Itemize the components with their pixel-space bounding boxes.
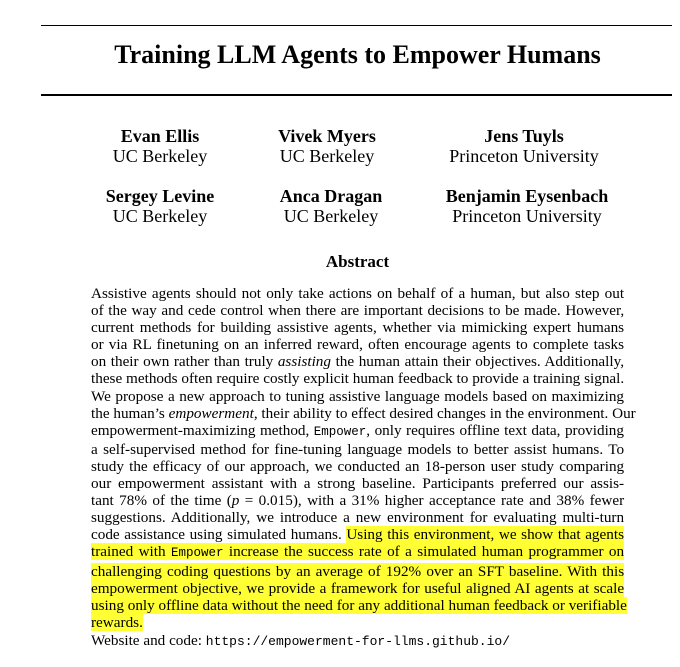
- abstract-line: a self-supervised method for fine-tuning language models to better assist humans. To: [91, 440, 625, 458]
- abstract-line: of the way and cede control when there are important decisions to be made. However,: [91, 302, 625, 320]
- paper-title: Training LLM Agents to Empower Humans: [114, 40, 601, 69]
- author-affiliation: Princeton University: [449, 146, 599, 166]
- abstract-line: Assistive agents should not only take actions on behalf of a human, but also step out: [91, 285, 625, 302]
- author-block: [60, 186, 260, 226]
- abstract-line: challenging coding questions by an average of 192% over an SFT baseline. With this: [91, 562, 625, 580]
- abstract-line: empowerment-maximizing method, Empower, only requires offline text data, providing: [91, 421, 624, 439]
- abstract-line: tant 78% of the time (p = 0.015), with a 31% higher acceptance rate and 38% fewer: [91, 492, 625, 510]
- bottom-rule: [41, 94, 672, 96]
- abstract-line: empowerment objective, we provide a framework for useful aligned AI agents at scale: [91, 579, 625, 597]
- author-block: [427, 186, 627, 226]
- abstract-line: or via RL finetuning on an inferred reward, often encourage agents to complete tasks: [91, 336, 624, 354]
- website-link[interactable]: https://empowerment-for-llms.github.io/: [205, 634, 511, 649]
- author-name: Anca Dragan: [279, 186, 383, 206]
- abstract-line: rewards.: [91, 613, 143, 631]
- author-name: Benjamin Eysenbach: [445, 186, 609, 206]
- abstract-body: [91, 285, 636, 631]
- abstract-line: the human’s empowerment, their ability to effect desired changes in the environment. Our: [91, 404, 636, 422]
- author-name: Sergey Levine: [105, 186, 215, 206]
- abstract-line: code assistance using simulated humans. Using this environment, we show that agents: [91, 526, 624, 544]
- author-block: [231, 186, 431, 226]
- top-rule: [41, 25, 672, 26]
- abstract-line: using only offline data without the need for any additional human feedback or verifiable: [91, 596, 627, 614]
- footer-label: Website and code:: [91, 632, 202, 649]
- author-name: Jens Tuyls: [484, 126, 564, 146]
- author-affiliation: UC Berkeley: [279, 146, 375, 166]
- footer-links: [91, 632, 510, 650]
- author-affiliation: UC Berkeley: [112, 146, 208, 166]
- abstract-line: current methods for building assistive agents, whether via mimicking expert humans: [91, 319, 625, 337]
- author-affiliation: UC Berkeley: [112, 206, 208, 226]
- abstract-line: suggestions. Additionally, we introduce a new environment for evaluating multi-turn: [91, 509, 625, 527]
- author-affiliation: UC Berkeley: [283, 206, 379, 226]
- author-block: [227, 126, 427, 166]
- author-affiliation: Princeton University: [452, 206, 602, 226]
- abstract-line: on their own rather than truly assisting the human attain their objectives. Additionally,: [91, 353, 624, 371]
- abstract-line: our empowerment assistant with a strong baseline. Participants preferred our assis-: [91, 475, 625, 493]
- abstract-line: We propose a new approach to tuning assistive language models based on maximizing: [91, 387, 625, 405]
- author-block: [424, 126, 624, 166]
- author-name: Evan Ellis: [120, 126, 200, 146]
- abstract-line: these methods often require costly explicit human feedback to provide a training signal.: [91, 370, 625, 388]
- abstract-heading: Abstract: [325, 252, 390, 271]
- author-name: Vivek Myers: [278, 126, 376, 146]
- abstract-line: trained with Empower increase the success rate of a simulated human programmer on: [91, 543, 625, 561]
- abstract-line: study the efficacy of our approach, we conducted an 18-person user study comparing: [91, 457, 625, 475]
